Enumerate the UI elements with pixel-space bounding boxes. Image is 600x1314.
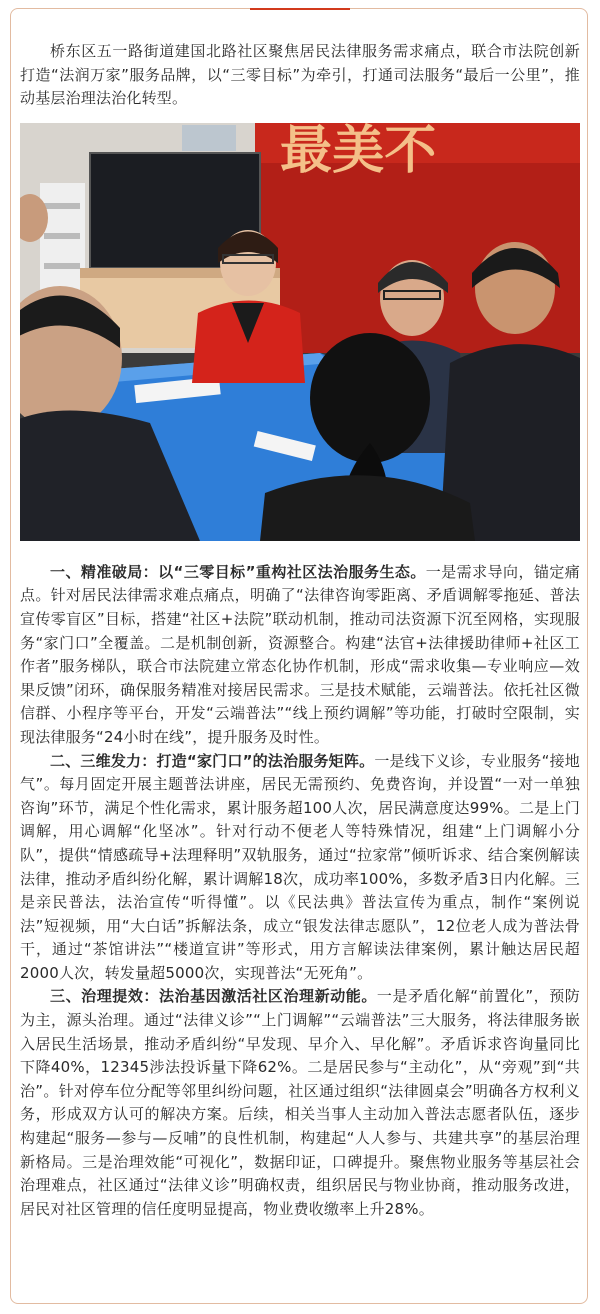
section-1-heading: 一、精准破局：以“三零目标”重构社区法治服务生态。 [50, 562, 426, 581]
frame-accent-line [250, 8, 350, 10]
section-1 [20, 561, 580, 750]
section-2 [20, 750, 580, 986]
section-3 [20, 985, 580, 1221]
section-1-body: 一是需求导向，锚定痛点。针对居民法律需求难点痛点，明确了“法律咨询零距离、矛盾调解零拖延、普法宣传零盲区”目标，搭建“社区+法院”联动机制，推动司法资源下沉至网格，实现服务“家门口”全覆盖。二是机制创新，资源整合。构建“法官+法律援助律师+社区工作者”服务梯队，联合市法院建立常态化协作机制，形成“需求收集—专业响应—效果反馈”闭环，确保服务精准对接居民需求。三是技术赋能，云端普法。依托社区微信群、小程序等平台，开发“云端普法”“线上预约调解”等功能，打破时空限制，实现法律服务“24小时在线”，提升服务及时性。 [20, 562, 580, 746]
section-3-body: 一是矛盾化解“前置化”，预防为主，源头治理。通过“法律义诊”“上门调解”“云端普法”三大服务，将法律服务嵌入居民生活场景，推动矛盾纠纷“早发现、早介入、早化解”。矛盾诉求咨询量同比下降40%，12345涉法投诉量下降62%。二是居民参与“主动化”，从“旁观”到“共治”。针对停车位分配等邻里纠纷问题，社区通过组织“法律圆桌会”明确各方权利义务，形成双方认可的解决方案。后续，相关当事人主动加入普法志愿者队伍，逐步构建起“服务—参与—反哺”的良性机制，构建起“人人参与、共建共享”的基层治理新格局。三是治理效能“可视化”，数据印证，口碑提升。聚焦物业服务等基层社会治理难点，社区通过“法律义诊”明确权责，组织居民与物业协商，推动服务改进，居民对社区管理的信任度明显提高，物业费收缴率上升28%。 [20, 987, 581, 1218]
article-content [20, 40, 580, 1221]
section-3-heading: 三、治理提效：法治基因激活社区治理新动能。 [50, 987, 377, 1006]
section-2-body: 一是线下义诊，专业服务“接地气”。每月固定开展主题普法讲座，居民无需预约、免费咨询，并设置“一对一单独咨询”环节，满足个性化需求，累计服务超100人次，居民满意度达99%。二是上门调解，用心调解“化坚冰”。针对行动不便老人等特殊情况，组建“上门调解小分队”，提供“情感疏导+法理释明”双轨服务，通过“拉家常”倾听诉求、结合案例解读法律，推动矛盾纠纷化解，累计调解18次，成功率100%，多数矛盾3日内化解。三是亲民普法，法治宣传“听得懂”。以《民法典》普法宣传为重点，制作“案例说法”短视频，用“大白话”拆解法条，成立“银发法律志愿队”，12位老人成为普法骨干，通过“茶馆讲法”“楼道宣讲”等形式，用方言解读法律案例，累计触达居民超2000人次，转发量超5000次，实现普法“无死角”。 [20, 751, 580, 982]
article-photo [20, 123, 580, 541]
section-2-heading: 二、三维发力：打造“家门口”的法治服务矩阵。 [50, 751, 375, 770]
banner-text: 最美不 [280, 122, 437, 181]
intro-paragraph: 桥东区五一路街道建国北路社区聚焦居民法律服务需求痛点，联合市法院创新打造“法润万家”服务品牌，以“三零目标”为牵引，打通司法服务“最后一公里”，推动基层治理法治化转型。 [20, 42, 580, 108]
